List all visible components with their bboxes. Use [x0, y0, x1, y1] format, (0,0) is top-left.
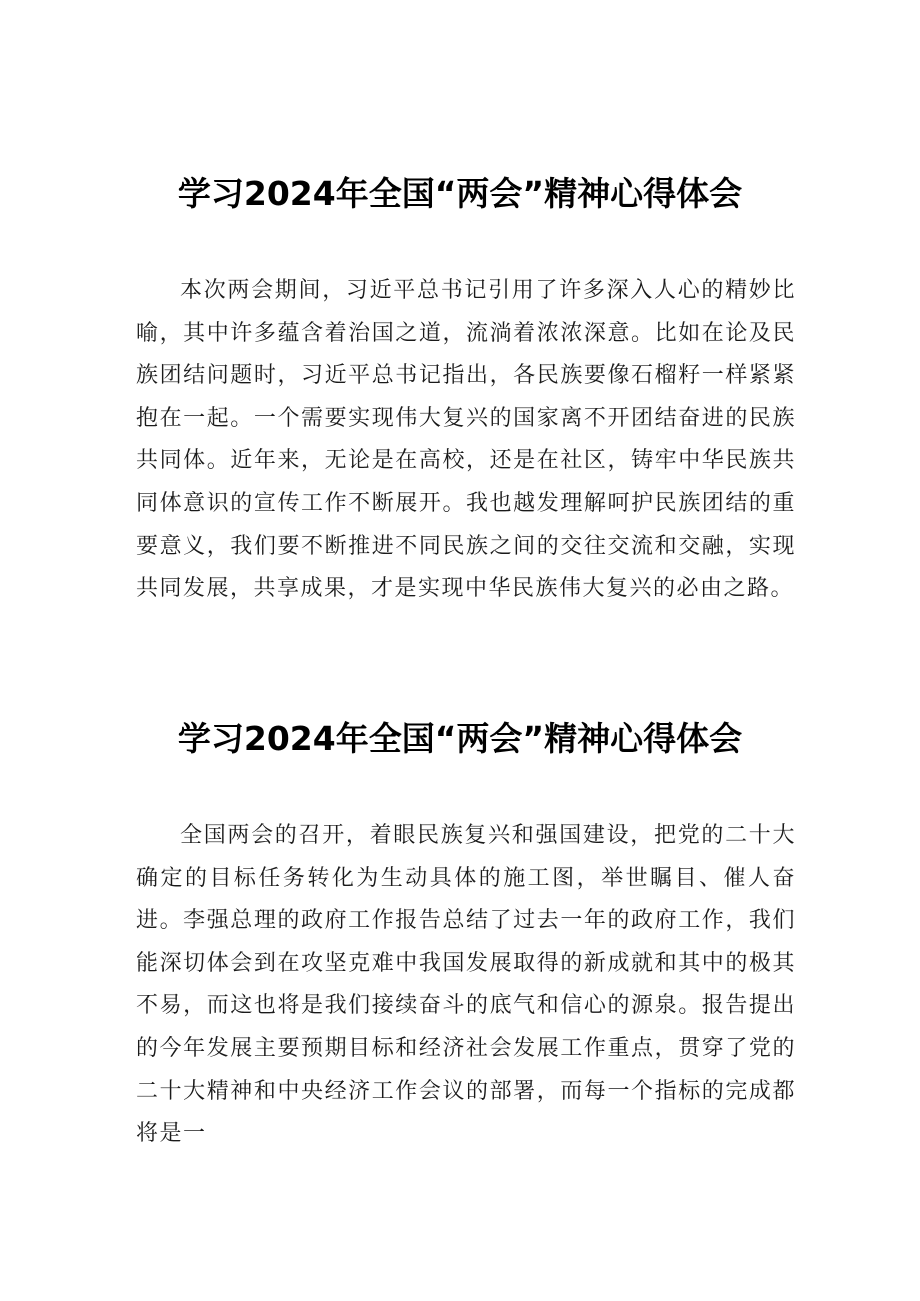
- section-2-title: 学习2024年全国“两会”精神心得体会: [177, 719, 743, 758]
- section-2-paragraph: 全国两会的召开，着眼民族复兴和强国建设，把党的二十大确定的目标任务转化为生动具体的施工图，举世瞩目、催人奋进。李强总理的政府工作报告总结了过去一年的政府工作，我们能深切体会到在攻坚克难中我国发展取得的新成就和其中的极其不易，而这也将是我们接续奋斗的底气和信心的源泉。报告提出的今年发展主要预期目标和经济社会发展工作重点，贯穿了党的二十大精神和中央经济工作会议的部署，而每一个指标的完成都将是一: [136, 823, 796, 1147]
- section-1-paragraph: 本次两会期间，习近平总书记引用了许多深入人心的精妙比喻，其中许多蕴含着治国之道，流淌着浓浓深意。比如在论及民族团结问题时，习近平总书记指出，各民族要像石榴籽一样紧紧抱在一起。一个需要实现伟大复兴的国家离不开团结奋进的民族共同体。近年来，无论是在高校，还是在社区，铸牢中华民族共同体意识的宣传工作不断展开。我也越发理解呵护民族团结的重要意义，我们要不断推进不同民族之间的交往交流和交融，实现共同发展，共享成果，才是实现中华民族伟大复兴的必由之路。: [136, 278, 796, 602]
- section-1-title: 学习2024年全国“两会”精神心得体会: [177, 174, 743, 213]
